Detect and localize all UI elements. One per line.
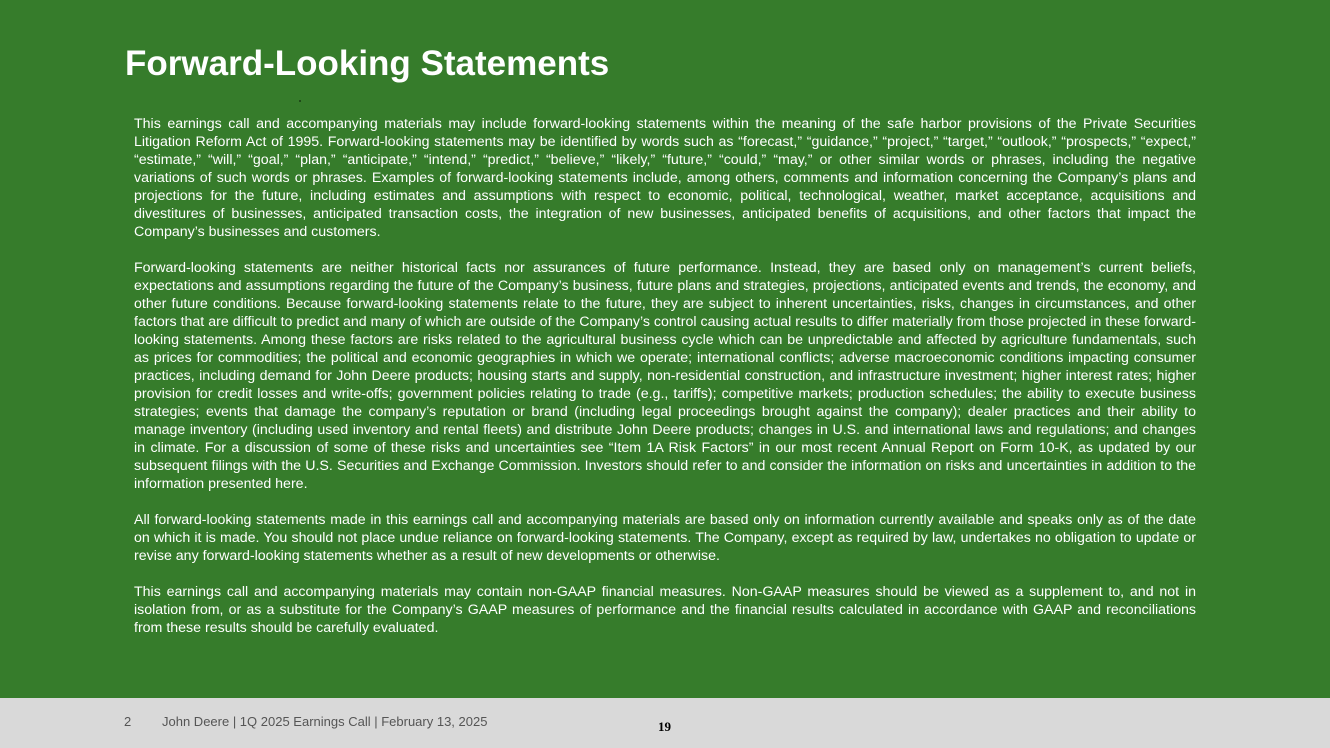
statement-body	[134, 115, 1196, 655]
slide-number: 2	[124, 714, 132, 729]
decorative-dot	[299, 100, 301, 102]
paragraph-safe-harbor: This earnings call and accompanying materials may include forward-looking statements within the meaning of the safe harbor provisions of the Private Securities Litigation Reform Act of 1995. Forward-looking statements may be identified by words such as “forecast,” “guidance,” “project,” “target,” “outlook,” “prospects,” “expect,” “estimate,” “will,” “goal,” “plan,” “anticipate,” “intend,” “predict,” “believe,” “likely,” “future,” “could,” “may,” or other similar words or phrases, including the negative variations of such words or phrases. Examples of forward-looking statements include, among others, comments and information concerning the Company’s plans and projections for the future, including estimates and assumptions with respect to economic, political, technological, weather, market acceptance, acquisitions and divestitures of businesses, anticipated transaction costs, the integration of new businesses, anticipated benefits of acquisitions, and other factors that impact the Company’s businesses and customers.	[134, 116, 1196, 240]
footer-caption: John Deere | 1Q 2025 Earnings Call | February 13, 2025	[162, 714, 488, 729]
slide-title: Forward-Looking Statements	[125, 44, 610, 83]
paragraph-current-information: All forward-looking statements made in this earnings call and accompanying materials are based only on information currently available and speaks only as of the date on which it is made. You should not place undue reliance on forward-looking statements. The Company, except as required by law, undertakes no obligation to update or revise any forward-looking statements whether as a result of new developments or otherwise.	[134, 512, 1196, 564]
page-footer	[0, 698, 1330, 748]
paragraph-non-gaap: This earnings call and accompanying materials may contain non-GAAP financial measures. Non-GAAP measures should be viewed as a supplement to, and not in isolation from, or as a substitute for the Company’s GAAP measures of performance and the financial results calculated in accordance with GAAP and reconciliations from these results should be carefully evaluated.	[134, 584, 1196, 636]
paragraph-risk-factors: Forward-looking statements are neither historical facts nor assurances of future performance. Instead, they are based only on management’s current beliefs, expectations and assumptions regarding the future of the Company’s business, future plans and strategies, projections, anticipated events and trends, the economy, and other future conditions. Because forward-looking statements relate to the future, they are subject to inherent uncertainties, risks, changes in circumstances, and other factors that are difficult to predict and many of which are outside of the Company’s control causing actual results to differ materially from those projected in these forward-looking statements. Among these factors are risks related to the agricultural business cycle which can be unpredictable and affected by agriculture fundamentals, such as prices for commodities; the political and economic geographies in which we operate; international conflicts; adverse macroeconomic conditions impacting consumer practices, including demand for John Deere products; housing starts and supply, non-residential construction, and infrastructure investment; higher interest rates; higher provision for credit losses and write-offs; government policies relating to trade (e.g., tariffs); competitive markets; production schedules; the ability to execute business strategies; events that damage the company’s reputation or brand (including legal proceedings brought against the company); dealer practices and their ability to manage inventory (including used inventory and rental fleets) and distribute John Deere products; changes in U.S. and international laws and regulations; and changes in climate. For a discussion of some of these risks and uncertainties see “Item 1A Risk Factors” in our most recent Annual Report on Form 10-K, as updated by our subsequent filings with the U.S. Securities and Exchange Commission. Investors should refer to and consider the information on risks and uncertainties in addition to the information presented here.	[134, 260, 1196, 492]
document-page-number: 19	[658, 719, 671, 734]
